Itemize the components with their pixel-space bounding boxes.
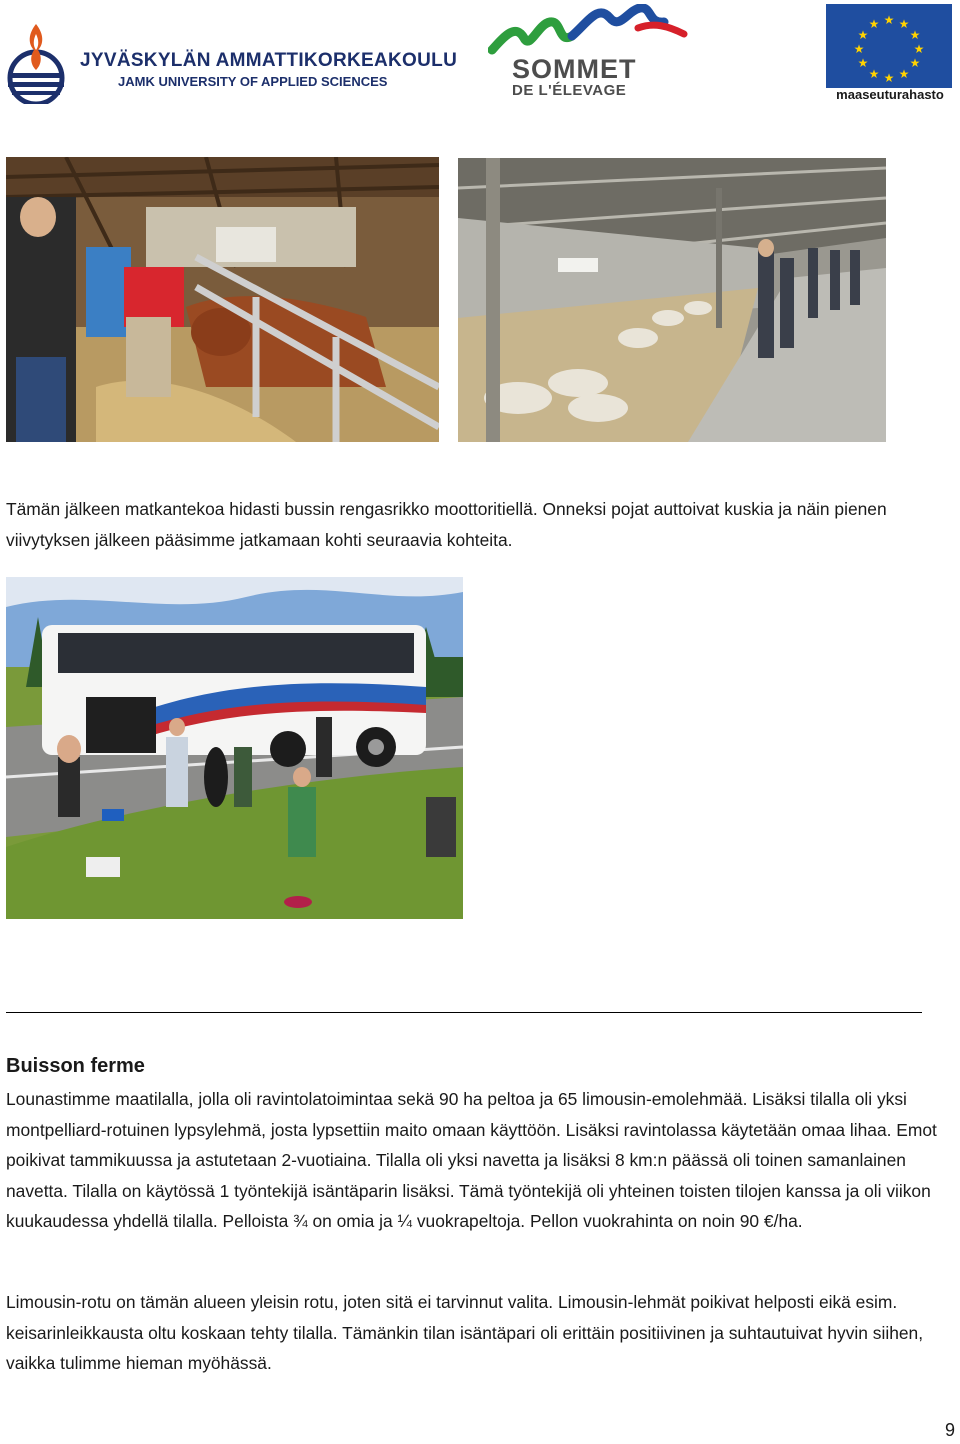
bus-tyre-photo <box>6 577 463 919</box>
svg-text:★: ★ <box>909 28 921 42</box>
svg-text:★: ★ <box>857 56 869 70</box>
eu-flag-icon <box>826 4 952 88</box>
paragraph-farm-description: Lounastimme maatilalla, jolla oli ravintolatoimintaa sekä 90 ha peltoa ja 65 limousin-emolehmää. Lisäksi tilalla oli yksi montpelliard-rotuinen lypsylehmä, josta lypsettiin maito omaan käyttöön. Lisäksi ravintolassa käytetään omaa lihaa. Emot poikivat tammikuussa ja astutetaan 2-vuotiaina. Tilalla oli yksi navetta ja lisäksi 8 km:n päässä oli toinen samanlainen navetta. Tilalla on käytössä 1 työntekijä isäntäparin lisäksi. Tämä työntekijä oli yhteinen toisten tilojen kanssa ja oli viikon kuukaudessa yhdellä tilalla. Pelloista ¾ on omia ja ¼ vuokrapeltoja. Pellon vuokrahinta on noin 90 €/ha. <box>6 1089 937 1231</box>
svg-text:★: ★ <box>913 42 925 56</box>
cattle-barn-photo <box>6 157 439 442</box>
jamk-logo-emblem <box>6 20 66 104</box>
svg-text:★: ★ <box>898 67 910 81</box>
jamk-logo-text <box>80 50 457 89</box>
eu-caption: maaseuturahasto <box>836 87 944 102</box>
paragraph-limousin-breed: Limousin-rotu on tämän alueen yleisin rotu, joten sitä ei tarvinnut valita. Limousin-lehmät poikivat helposti eikä esim. keisarinleikkausta oltu koskaan tehty tilalla. Tämänkin tilan isäntäpari oli erittäin positiivinen ja suhtautuivat hyvin siihen, vaikka tulimme hieman myöhässä. <box>6 1292 924 1373</box>
sommet-subtitle: DE L'ÉLEVAGE <box>512 82 627 99</box>
svg-text:★: ★ <box>883 71 895 85</box>
paragraph-bus-breakdown: Tämän jälkeen matkantekoa hidasti bussin rengasrikko moottoritiellä. Onneksi pojat auttoivat kuskia ja näin pienen viivytyksen jälkeen pääsimme jatkamaan kohti seuraavia kohteita. <box>6 499 887 550</box>
jamk-name: JYVÄSKYLÄN AMMATTIKORKEAKOULU <box>80 50 458 71</box>
jamk-subtitle: JAMK UNIVERSITY OF APPLIED SCIENCES <box>118 74 388 89</box>
svg-text:★: ★ <box>883 13 895 27</box>
svg-text:★: ★ <box>909 56 921 70</box>
svg-text:★: ★ <box>868 17 880 31</box>
svg-text:★: ★ <box>868 67 880 81</box>
svg-text:★: ★ <box>898 17 910 31</box>
section-heading: Buisson ferme <box>6 1055 145 1077</box>
svg-text:★: ★ <box>853 42 865 56</box>
page-number: 9 <box>944 1420 955 1440</box>
svg-text:★: ★ <box>857 28 869 42</box>
section-divider <box>6 1012 922 1013</box>
sheep-barn-photo <box>458 158 886 442</box>
sommet-name: SOMMET <box>512 54 637 84</box>
